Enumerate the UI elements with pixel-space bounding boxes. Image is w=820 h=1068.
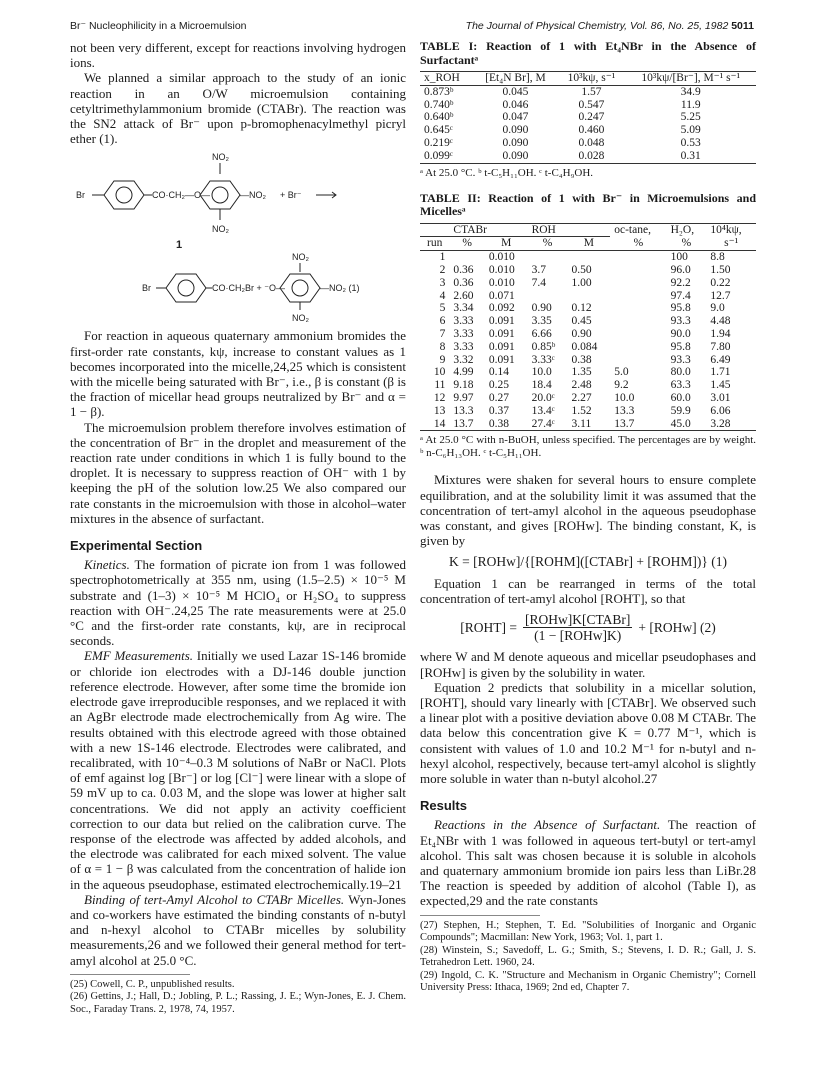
footnote: (26) Gettins, J.; Hall, D.; Jobling, P. L.; Rassing, J. E.; Wyn-Jones, E. J. Chem. Soc., Faraday Trans. 2, 1978, 74, 1957. xyxy=(70,991,406,1015)
table2-subheader: M xyxy=(568,237,611,251)
table2-subheader: run xyxy=(420,237,449,251)
table-cell: 3.11 xyxy=(571,417,592,430)
paragraph-text: Wyn-Jones and co-workers have estimated the binding constants of n-butyl and n-hexyl alcohol to CTABr micelles by solubility measurements,26 and we followed their general method for tert-amyl alcohol at 25.0 °C. xyxy=(70,891,406,968)
benzene-ring-1 xyxy=(104,181,144,209)
table-row xyxy=(420,137,756,150)
table-cell: 0.090 xyxy=(502,136,529,149)
table-row xyxy=(420,315,756,328)
scheme-br: Br xyxy=(76,190,85,201)
eq2-numerator: [ROHw]K[CTABr] xyxy=(524,611,631,627)
run-in-heading: Binding of tert-Amyl Alcohol to CTABr Micelles. xyxy=(84,891,345,907)
table-cell: 2.48 xyxy=(571,379,592,392)
table-cell: 1.94 xyxy=(710,327,731,340)
table-cell: 2.27 xyxy=(571,391,592,404)
table-row xyxy=(420,277,756,290)
scheme-no2-top: NO₂ xyxy=(212,152,229,163)
table-cell: 18.4 xyxy=(531,379,552,392)
table-row xyxy=(420,111,756,124)
table2-footnote: ᵃ At 25.0 °C with n-BuOH, unless specified. The percentages are by weight. ᵇ n-C₆H₁₃OH. ᶜ t-C₅H₁₁OH. xyxy=(420,434,756,460)
paragraph: We planned a similar approach to the study of an ionic reaction in an O/W microemulsion containing cetyltrimethylammonium bromide (CTABr). The reaction was the SN2 attack of Br⁻ upon p-bromophenacylmethyl picryl ether (1). xyxy=(70,70,406,147)
table-cell: 6.66 xyxy=(531,327,552,340)
table-cell: 2 xyxy=(439,263,446,276)
table-cell: 0.091 xyxy=(488,327,515,340)
table-cell: 1 xyxy=(439,251,446,264)
table-cell: 5 xyxy=(439,302,446,315)
table-cell: 14 xyxy=(433,417,446,430)
table-cell: 0.047 xyxy=(502,111,529,124)
table-row xyxy=(420,264,756,277)
table-row xyxy=(420,150,756,163)
table-cell: 3.01 xyxy=(710,391,731,404)
table-cell: 0.090 xyxy=(502,124,529,137)
table-cell xyxy=(610,328,666,341)
table-cell: 6.49 xyxy=(710,353,731,366)
product-no2-top: NO₂ xyxy=(292,252,309,263)
footnote: (25) Cowell, C. P., unpublished results. xyxy=(70,978,235,990)
table-cell xyxy=(449,251,484,264)
run-in-heading: Kinetics. xyxy=(84,557,130,573)
table-cell: 1.71 xyxy=(710,366,731,379)
table-cell: 12.7 xyxy=(710,289,731,302)
table-cell: 0.010 xyxy=(488,263,515,276)
table-cell: 0.53 xyxy=(680,136,701,149)
paragraph-text: The formation of picrate ion from 1 was followed spectrophotometrically at 355 nm, using (1.5–2.5) × 10⁻⁵ M substrate and (1–3) × 10⁻⁵ M HClO₄ or H₂SO₄ to suppress reaction with OH⁻.24,25 The rate measurements were at 25.0 °C and the first-order rate constants, kψ, are in reciprocal seconds. xyxy=(70,557,406,649)
table-cell: 9.97 xyxy=(453,391,474,404)
table-cell: 1.52 xyxy=(571,404,592,417)
equation-2 xyxy=(420,612,756,643)
table-cell: 93.3 xyxy=(670,353,691,366)
table-cell: 3.33 xyxy=(453,315,474,328)
benzene-ring-3 xyxy=(166,274,206,302)
table-cell: 0.38 xyxy=(488,417,509,430)
table-cell: 1.35 xyxy=(571,366,592,379)
table-cell: 5.0 xyxy=(614,366,629,379)
table-cell: 12 xyxy=(433,391,446,404)
table-cell: 0.25 xyxy=(488,379,509,392)
table-cell: 3.28 xyxy=(710,417,731,430)
running-header-right xyxy=(466,20,754,32)
table-cell: 0.22 xyxy=(710,276,731,289)
table-cell: 8 xyxy=(439,340,446,353)
table-cell xyxy=(610,277,666,290)
page-number: 5011 xyxy=(731,20,754,32)
paragraph xyxy=(420,817,756,908)
footnote: (27) Stephen, H.; Stephen, T. Ed. "Solubilities of Inorganic and Organic Compounds"; Macmillan: New York, 1963; Vol. 1, part 1. xyxy=(420,919,756,944)
table-cell: 1.50 xyxy=(710,263,731,276)
paragraph xyxy=(70,557,406,648)
benzene-ring-4 xyxy=(280,274,320,302)
table-cell: 1.57 xyxy=(581,85,602,98)
table-row xyxy=(420,124,756,137)
table-row xyxy=(420,341,756,354)
table2-subheader: % xyxy=(528,237,568,251)
table1-header: x_ROH xyxy=(420,72,474,86)
table-cell: 27.4ᶜ xyxy=(531,417,555,430)
table-cell: 0.048 xyxy=(578,136,605,149)
table-cell: 0.219ᶜ xyxy=(424,136,453,149)
eq2-fraction xyxy=(523,612,632,643)
table-row xyxy=(420,405,756,418)
table-cell: 20.0ᶜ xyxy=(531,391,555,404)
paragraph: where W and M denote aqueous and micellar pseudophases and [ROHw] is given by the solubility in water. xyxy=(420,649,756,680)
table2-caption: TABLE II: Reaction of 1 with Br⁻ in Microemulsions and Micellesᵃ xyxy=(420,190,756,219)
table-cell: 0.31 xyxy=(680,149,701,162)
table-row xyxy=(420,379,756,392)
table-cell: 95.8 xyxy=(670,302,691,315)
table-cell: 45.0 xyxy=(670,417,691,430)
table-cell: 0.38 xyxy=(571,353,592,366)
table2-spacer xyxy=(420,223,449,237)
table2-subheader: s⁻¹ xyxy=(706,237,756,251)
table-cell xyxy=(610,251,666,264)
right-column xyxy=(420,40,756,995)
eq2-lhs: [ROHT] = xyxy=(460,620,517,636)
table-cell: 3.33 xyxy=(453,327,474,340)
table2-group-header: H₂O, xyxy=(670,223,695,236)
scheme-chain: CO·CH₂—O— xyxy=(152,190,210,201)
table-cell: 3 xyxy=(439,276,446,289)
table-cell: 11 xyxy=(434,379,446,392)
table-cell: 0.85ᵇ xyxy=(531,340,556,353)
product-no2-right: —NO₂ (1) xyxy=(320,283,360,294)
scheme-no2-right: —NO₂ xyxy=(240,190,266,201)
scheme-no2-bottom: NO₂ xyxy=(212,224,229,235)
table-cell: 13.4ᶜ xyxy=(531,404,555,417)
table-cell: 0.90 xyxy=(531,302,552,315)
table-row xyxy=(420,354,756,367)
product-no2-bottom: NO₂ xyxy=(292,313,309,324)
paragraph: The microemulsion problem therefore involves estimation of the concentration of Br⁻ in the droplet and measurement of the reaction rate under conditions in which 1 is fully bound to the droplet. It is necessary to suppress reaction of OH⁻ with 1 by keeping the pH of the solution low.25 We also compared our rate constants in the microemulsion with those in alcohol–water mixtures in the absence of surfactant. xyxy=(70,419,406,526)
table-row xyxy=(420,290,756,303)
table-row xyxy=(420,392,756,405)
table-row xyxy=(420,302,756,315)
table-row xyxy=(420,99,756,112)
table-row xyxy=(420,418,756,431)
table-cell: 0.873ᵇ xyxy=(424,85,454,98)
table-cell: 0.37 xyxy=(488,404,509,417)
table-cell xyxy=(568,290,611,303)
table-cell: 1.45 xyxy=(710,379,731,392)
table-cell: 7 xyxy=(439,327,446,340)
table-cell xyxy=(568,251,611,264)
table-row xyxy=(420,85,756,98)
run-in-heading: EMF Measurements. xyxy=(84,648,194,664)
table1-header: 10³kψ, s⁻¹ xyxy=(557,72,625,86)
table2 xyxy=(420,223,756,432)
table-cell: 63.3 xyxy=(670,379,691,392)
table-cell: 8.8 xyxy=(710,251,725,264)
footnote: (28) Winstein, S.; Savedoff, L. G.; Smith, S.; Stevens, I. D. R.; Gall, J. S. Tetrahedron Lett. 1960, 24. xyxy=(420,944,756,969)
table-cell: 0.091 xyxy=(488,353,515,366)
table-cell: 9.18 xyxy=(453,379,474,392)
table1-caption: TABLE I: Reaction of 1 with Et₄NBr in the Absence of Surfactantᵃ xyxy=(420,39,756,67)
table-cell: 3.33 xyxy=(453,340,474,353)
table-cell: 9.0 xyxy=(710,302,725,315)
table2-group-header: CTABr xyxy=(449,223,527,237)
table-cell: 100 xyxy=(670,251,688,264)
scheme-plus-br: + Br⁻ xyxy=(280,190,302,201)
table-cell: 2.60 xyxy=(453,289,474,302)
table-cell: 6.06 xyxy=(710,404,731,417)
table-cell: 0.092 xyxy=(488,302,515,315)
table-cell: 6 xyxy=(439,315,446,328)
running-header-left: Br⁻ Nucleophilicity in a Microemulsion xyxy=(70,20,247,32)
table-cell: 0.27 xyxy=(488,391,509,404)
table1 xyxy=(420,71,756,164)
paragraph xyxy=(70,648,406,891)
table-cell xyxy=(610,341,666,354)
table-cell: 0.50 xyxy=(571,263,592,276)
table-cell: 34.9 xyxy=(680,85,701,98)
table-cell: 0.36 xyxy=(453,263,474,276)
paragraph-text: The reaction of Et₄NBr with 1 was followed in aqueous tert-butyl or tert-amyl alcohol. This salt was chosen because it is soluble in alcohols and quaternary ammonium bromide ion pairs less than LiBr.28 The reaction is speeded by addition of alcohol (Table I), as expected,29 and the rate constants xyxy=(420,817,756,909)
paragraph: Equation 2 predicts that solubility in a micellar solution, [ROHT], should vary linearly with [CTABr]. We observed such a linear plot with a positive deviation above 0.08 M CTABr. The data below this concentration give K = 0.77 M⁻¹, which is consistent with values of 1.0 and 10.2 M⁻¹ for n-butyl and n-hexyl alcohol, respectively, because tert-amyl alcohol is slightly more soluble in water than n-butyl alcohol.27 xyxy=(420,679,756,786)
table-cell: 11.9 xyxy=(680,98,701,111)
table-cell xyxy=(610,354,666,367)
journal-citation: The Journal of Physical Chemistry, Vol. 86, No. 25, 1982 xyxy=(465,20,729,32)
table-cell: 9 xyxy=(439,353,446,366)
table2-group-header: ROH xyxy=(528,223,611,237)
table-cell: 13.7 xyxy=(453,417,474,430)
table-cell: 0.640ᵇ xyxy=(424,111,454,124)
footnote-rule xyxy=(420,915,540,916)
compound-label: 1 xyxy=(176,239,183,252)
table-cell: 4 xyxy=(439,289,446,302)
eq2-denominator: (1 − [ROHw]K) xyxy=(534,628,622,644)
table-cell: 9.2 xyxy=(614,379,629,392)
run-in-heading: Reactions in the Absence of Surfactant. xyxy=(434,817,661,833)
paragraph: Mixtures were shaken for several hours to ensure complete equilibration, and at the solubility limit it was assumed that the concentration of tert-amyl alcohol in the aqueous pseudophase was constant, and gives [ROHw]. The binding constant, K, is given by xyxy=(420,472,756,549)
paragraph-text: Initially we used Lazar 1S-146 bromide or chloride ion electrodes with a DJ-146 double junction reference electrode. However, after some time the bromide ion electrode gave irreproducible responses, and we replaced it with an AgBr electrode made electrochemically from Ag wire. The results obtained with this electrode agreed with those obtained with a new 1S-146 electrode. Electrodes were calibrated, and recalibrated, with 10⁻⁴–0.3 M solutions of NaBr or NaCl. Plots of emf against log [Br⁻] or log [Cl⁻] were linear with a slope of 59 mV up to ca. 0.03 M, and the slope was lower at higher salt concentrations. We did not apply an activity coefficient correction to our data but relied on the calibration curve. The response of the electrode was affected by added alcohols, and the electrode was calibrated for each mixed solvent. The value of α = 1 − β was calculated from the concentration of halide ion in the aqueous pseudophase, estimated electrochemically.19–21 xyxy=(70,648,407,892)
left-column xyxy=(70,40,406,1016)
paragraph: Equation 1 can be rearranged in terms of the total concentration of tert-amyl alcohol [ROHT], so that xyxy=(420,575,756,606)
table-cell: 3.7 xyxy=(531,263,546,276)
table-cell: 5.09 xyxy=(680,124,701,137)
table-cell xyxy=(610,290,666,303)
table-cell: 3.35 xyxy=(531,315,552,328)
table-row xyxy=(420,251,756,264)
table-cell: 0.099ᶜ xyxy=(424,149,453,162)
table-cell xyxy=(610,302,666,315)
product-br: Br xyxy=(142,283,151,294)
table-cell: 93.3 xyxy=(670,315,691,328)
section-heading: Experimental Section xyxy=(70,538,203,554)
table-cell: 80.0 xyxy=(670,366,691,379)
table-cell: 0.90 xyxy=(571,327,592,340)
table-cell: 13.3 xyxy=(614,404,635,417)
table-cell: 10.0 xyxy=(531,366,552,379)
table-cell: 0.010 xyxy=(488,276,515,289)
table-cell: 0.460 xyxy=(578,124,605,137)
table-cell: 0.010 xyxy=(488,251,515,264)
table2-subheader: % xyxy=(610,237,666,251)
table-cell xyxy=(528,251,568,264)
table-cell: 97.4 xyxy=(670,289,691,302)
table-cell xyxy=(610,315,666,328)
table-cell: 4.99 xyxy=(453,366,474,379)
table-cell: 10.0 xyxy=(614,391,635,404)
section-heading: Results xyxy=(420,798,467,814)
table-cell: 0.090 xyxy=(502,149,529,162)
table2-group-header: oc-tane, xyxy=(614,223,651,236)
table1-header: 10³kψ/[Br⁻], M⁻¹ s⁻¹ xyxy=(625,72,756,86)
table-cell: 0.247 xyxy=(578,111,605,124)
table1-footnote: ᵃ At 25.0 °C. ᵇ t-C₅H₁₁OH. ᶜ t-C₄H₉OH. xyxy=(420,166,594,179)
table-cell: 13.3 xyxy=(453,404,474,417)
table-cell: 7.4 xyxy=(531,276,546,289)
product-chain: CO·CH₂Br + ⁻O— xyxy=(212,283,285,294)
table-cell: 60.0 xyxy=(670,391,691,404)
paragraph xyxy=(70,892,406,968)
table-cell: 59.9 xyxy=(670,404,691,417)
table2-subheader: M xyxy=(485,237,528,251)
table-cell: 0.028 xyxy=(578,149,605,162)
table-cell: 0.14 xyxy=(488,366,509,379)
table-cell: 96.0 xyxy=(670,263,691,276)
table-cell: 0.091 xyxy=(488,340,515,353)
table2-group-header: 10⁴kψ, xyxy=(710,223,742,236)
table-cell xyxy=(528,290,568,303)
table-row xyxy=(420,328,756,341)
table-cell: 0.071 xyxy=(488,289,515,302)
paragraph: For reaction in aqueous quaternary ammonium bromides the first-order rate constants, kψ, increase to constant values as 1 becomes incorporated into the micelle,24,25 which is consistent with the micelle being saturated with Br⁻, i.e., β is constant (β is the fraction of micellar head groups neutralized by Br⁻ and α = 1 − β). xyxy=(70,328,406,420)
table-cell: 0.547 xyxy=(578,98,605,111)
footnote-rule xyxy=(70,974,190,975)
table-cell: 10 xyxy=(433,366,446,379)
table2-subheader: % xyxy=(667,237,707,251)
table-cell: 0.740ᵇ xyxy=(424,98,454,111)
table-cell: 0.084 xyxy=(571,340,598,353)
table-cell: 3.33ᶜ xyxy=(531,353,555,366)
table-row xyxy=(420,366,756,379)
table-cell: 5.25 xyxy=(680,111,701,124)
table-cell: 3.34 xyxy=(453,302,474,315)
table-cell: 0.36 xyxy=(453,276,474,289)
table-cell: 1.00 xyxy=(571,276,592,289)
table2-subheader: % xyxy=(449,237,484,251)
table-cell: 0.45 xyxy=(571,315,592,328)
equation-1: K = [ROHw]/{[ROHM]([CTABr] + [ROHM])} (1) xyxy=(449,554,727,570)
table-cell: 0.12 xyxy=(571,302,592,315)
footnote: (29) Ingold, C. K. "Structure and Mechanism in Organic Chemistry"; Cornell University Press: Ithaca, 1969; 2nd ed, Chapter 7. xyxy=(420,969,756,994)
table-cell xyxy=(610,264,666,277)
table-cell: 0.645ᶜ xyxy=(424,124,453,137)
eq2-rhs: + [ROHw] (2) xyxy=(638,620,716,636)
table-cell: 4.48 xyxy=(710,315,731,328)
table-cell: 0.045 xyxy=(502,85,529,98)
table-cell: 92.2 xyxy=(670,276,691,289)
table1-header: [Et₄N Br], M xyxy=(474,72,558,86)
table-cell: 95.8 xyxy=(670,340,691,353)
table-cell: 13 xyxy=(433,404,446,417)
reaction-scheme xyxy=(70,148,406,324)
table-cell: 13.7 xyxy=(614,417,635,430)
table-cell: 0.091 xyxy=(488,315,515,328)
table-cell: 0.046 xyxy=(502,98,529,111)
paragraph: not been very different, except for reactions involving hydrogen ions. xyxy=(70,40,406,71)
table-cell: 3.32 xyxy=(453,353,474,366)
table-cell: 90.0 xyxy=(670,327,691,340)
table-cell: 7.80 xyxy=(710,340,731,353)
